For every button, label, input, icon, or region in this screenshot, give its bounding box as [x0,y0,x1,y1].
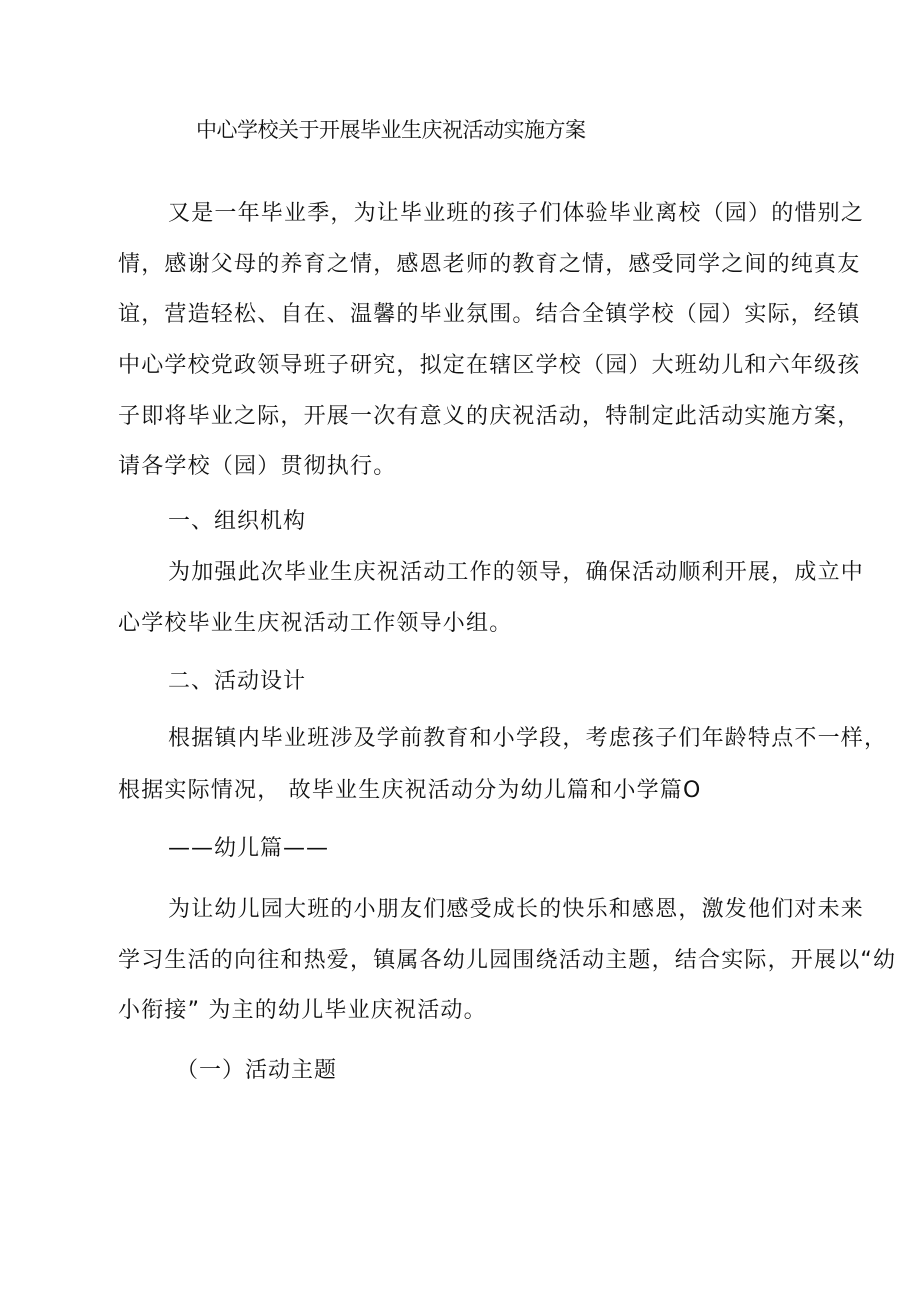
paragraph-line: 学习生活的向往和热爱，镇属各幼儿园围绕活动主题，结合实际，开展以“幼 [118,948,897,973]
paragraph-line: 又是一年毕业季，为让毕业班的孩子们体验毕业离校（园）的惜别之 [168,201,865,226]
paragraph-line: 根据实际情况， 故毕业生庆祝活动分为幼儿篇和小学篇O [118,778,702,803]
document-title: 中心学校关于开展毕业生庆祝活动实施方案 [196,118,586,142]
paragraph-line: 为加强此次毕业生庆祝活动工作的领导，确保活动顺利开展，成立中 [168,560,865,585]
section-heading: 一、组织机构 [168,509,307,534]
paragraph-line: 中心学校党政领导班子研究，拟定在辖区学校（园）大班幼儿和六年级孩 [118,353,861,378]
subsection-heading: ——幼儿篇—— [168,836,330,861]
section-heading: 二、活动设计 [168,669,307,694]
paragraph-line: 谊，营造轻松、自在、温馨的毕业氛围。结合全镇学校（园）实际，经镇 [118,302,861,327]
paragraph-line: 请各学校（园）贯彻执行。 [118,454,397,479]
paragraph-line: 情，感谢父母的养育之情，感恩老师的教育之情，感受同学之间的纯真友 [118,252,861,277]
paragraph-line: 为让幼儿园大班的小朋友们感受成长的快乐和感恩，激发他们对未来 [168,897,865,922]
subsection-heading: （一）活动主题 [176,1058,338,1083]
paragraph-line: 根据镇内毕业班涉及学前教育和小学段，考虑孩子们年龄特点不一样， [168,726,888,751]
paragraph-line: 子即将毕业之际，开展一次有意义的庆祝活动，特制定此活动实施方案， [118,404,861,429]
paragraph-line: 小衔接” 为主的幼儿毕业庆祝活动。 [118,998,487,1023]
paragraph-line: 心学校毕业生庆祝活动工作领导小组。 [118,611,513,636]
